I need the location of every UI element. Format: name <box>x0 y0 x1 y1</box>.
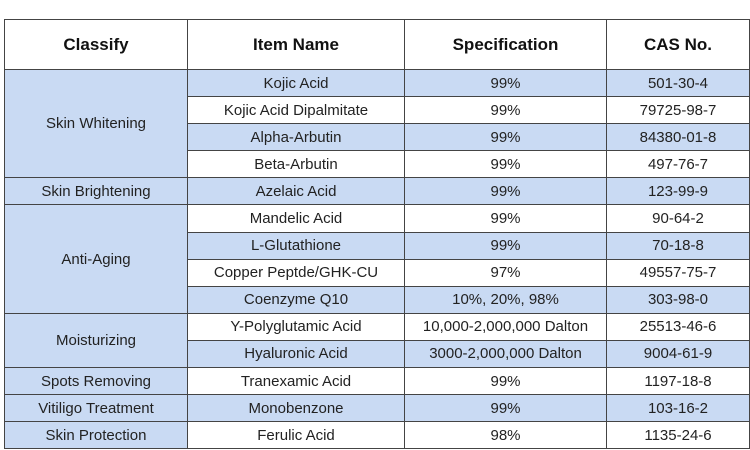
item-name-cell: Copper Peptde/GHK-CU <box>188 259 405 286</box>
table-row <box>5 395 750 422</box>
cas-no-cell: 501-30-4 <box>607 70 750 97</box>
specification-cell: 99% <box>405 151 607 178</box>
header-cas-no: CAS No. <box>607 20 750 70</box>
table-row <box>5 313 750 340</box>
item-name-cell: Kojic Acid <box>188 70 405 97</box>
specification-cell: 10,000-2,000,000 Dalton <box>405 313 607 340</box>
table-row <box>5 70 750 97</box>
specification-cell: 99% <box>405 124 607 151</box>
cas-no-cell: 84380-01-8 <box>607 124 750 151</box>
cas-no-cell: 303-98-0 <box>607 286 750 313</box>
item-name-cell: Coenzyme Q10 <box>188 286 405 313</box>
table-row <box>5 422 750 449</box>
item-name-cell: Ferulic Acid <box>188 422 405 449</box>
header-specification: Specification <box>405 20 607 70</box>
cas-no-cell: 1135-24-6 <box>607 422 750 449</box>
specification-cell: 3000-2,000,000 Dalton <box>405 340 607 367</box>
product-table-frame <box>4 19 750 449</box>
cas-no-cell: 1197-18-8 <box>607 368 750 395</box>
item-name-cell: Y-Polyglutamic Acid <box>188 313 405 340</box>
table-body <box>5 70 750 449</box>
header-classify: Classify <box>5 20 188 70</box>
item-name-cell: Beta-Arbutin <box>188 151 405 178</box>
classify-cell: Vitiligo Treatment <box>5 395 188 422</box>
cas-no-cell: 103-16-2 <box>607 395 750 422</box>
cas-no-cell: 79725-98-7 <box>607 97 750 124</box>
cas-no-cell: 49557-75-7 <box>607 259 750 286</box>
specification-cell: 99% <box>405 70 607 97</box>
specification-cell: 99% <box>405 97 607 124</box>
classify-cell: Skin Brightening <box>5 178 188 205</box>
specification-cell: 99% <box>405 368 607 395</box>
cas-no-cell: 70-18-8 <box>607 232 750 259</box>
item-name-cell: Hyaluronic Acid <box>188 340 405 367</box>
cas-no-cell: 25513-46-6 <box>607 313 750 340</box>
item-name-cell: Mandelic Acid <box>188 205 405 232</box>
item-name-cell: Alpha-Arbutin <box>188 124 405 151</box>
specification-cell: 99% <box>405 205 607 232</box>
table-row <box>5 368 750 395</box>
item-name-cell: Monobenzone <box>188 395 405 422</box>
specification-cell: 98% <box>405 422 607 449</box>
table-row <box>5 178 750 205</box>
classify-cell: Skin Protection <box>5 422 188 449</box>
item-name-cell: Kojic Acid Dipalmitate <box>188 97 405 124</box>
specification-cell: 97% <box>405 259 607 286</box>
cas-no-cell: 497-76-7 <box>607 151 750 178</box>
item-name-cell: L-Glutathione <box>188 232 405 259</box>
header-row <box>5 20 750 70</box>
cas-no-cell: 90-64-2 <box>607 205 750 232</box>
classify-cell: Moisturizing <box>5 313 188 367</box>
specification-cell: 99% <box>405 232 607 259</box>
header-item-name: Item Name <box>188 20 405 70</box>
item-name-cell: Azelaic Acid <box>188 178 405 205</box>
cas-no-cell: 9004-61-9 <box>607 340 750 367</box>
table-row <box>5 205 750 232</box>
classify-cell: Anti-Aging <box>5 205 188 313</box>
specification-cell: 10%, 20%, 98% <box>405 286 607 313</box>
specification-cell: 99% <box>405 395 607 422</box>
product-spec-table <box>4 19 750 449</box>
cas-no-cell: 123-99-9 <box>607 178 750 205</box>
classify-cell: Spots Removing <box>5 368 188 395</box>
specification-cell: 99% <box>405 178 607 205</box>
item-name-cell: Tranexamic Acid <box>188 368 405 395</box>
classify-cell: Skin Whitening <box>5 70 188 178</box>
